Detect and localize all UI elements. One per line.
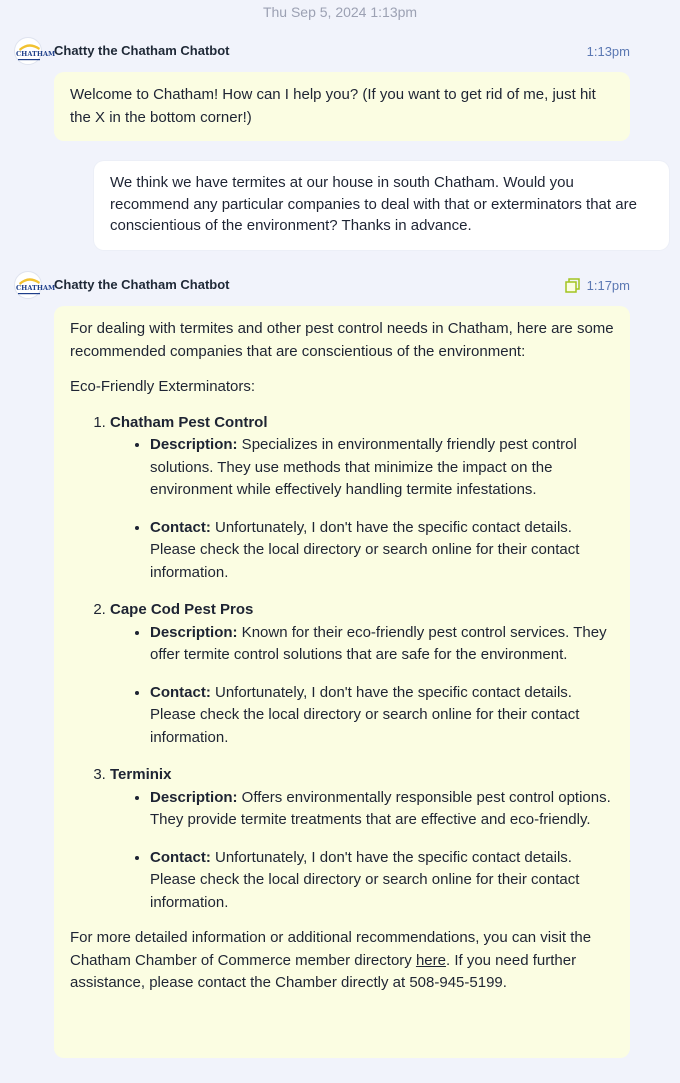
message-time: 1:17pm [586,278,630,293]
company-name: Cape Cod Pest Pros [110,601,254,618]
contact-label: Contact: [150,518,211,536]
bot-message-header [14,271,630,299]
date-stamp: Thu Sep 5, 2024 1:13pm [262,4,418,20]
bot-message-text: Welcome to Chatham! How can I help you? (If you want to get rid of me, just hit the X in the bottom corner!) [70,86,596,126]
outro-text: For more detailed information or additional recommendations, you can visit the Chatham Chamber of Commerce member directory [70,929,592,969]
description-text: Specializes in environmentally friendly pest control solutions. They use methods that minimize the impact on the environment while effectively handling termite infestations. [150,436,577,498]
list-item [110,599,614,749]
company-description [150,787,614,832]
company-contact [150,847,614,915]
description-text: Offers environmentally responsible pest control options. They provide termite treatments that are effective and eco-friendly. [150,788,611,828]
bot-message-intro: For dealing with termites and other pest control needs in Chatham, here are some recommended companies that are conscientious of the environment: [70,320,614,360]
contact-text: Unfortunately, I don't have the specific contact details. Please check the local directory or search online for their contact information. [150,518,580,581]
bot-avatar [14,37,56,65]
list-item [110,764,614,914]
company-contact [150,682,614,750]
contact-text: Unfortunately, I don't have the specific contact details. Please check the local directory or search online for their contact information. [150,683,580,746]
user-message-text: We think we have termites at our house in south Chatham. Would you recommend any particular companies to deal with that or exterminators that are conscientious of the environment? Thanks in advance. [110,174,637,234]
description-label: Description: [150,436,238,453]
company-name: Chatham Pest Control [110,413,268,431]
bot-avatar [14,271,56,299]
contact-label: Contact: [150,848,211,866]
company-details [110,434,614,584]
chatham-logo-icon [15,272,56,300]
company-name: Terminix [110,766,172,783]
message-time: 1:13pm [586,44,630,59]
bot-message-bubble [54,306,630,1058]
description-label: Description: [150,788,238,806]
outro-text-end: . If you need further assistance, please contact the Chamber directly at 508-945-5199. [70,951,577,991]
company-details [110,622,614,750]
chatham-logo-icon [15,38,56,66]
bot-name: Chatty the Chatham Chatbot [54,43,230,58]
description-label: Description: [150,623,238,641]
copy-icon[interactable] [565,278,580,293]
bot-message-header [14,37,630,65]
company-contact [150,517,614,585]
company-description [150,622,614,667]
bot-name: Chatty the Chatham Chatbot [54,277,230,292]
contact-label: Contact: [150,683,211,701]
description-text: Known for their eco-friendly pest control services. They offer termite control solutions that are safe for the environment. [150,623,607,663]
company-list [70,412,614,915]
section-title: Eco-Friendly Exterminators: [70,378,256,395]
user-message-bubble [94,161,669,250]
bot-message-outro [70,927,614,995]
list-item [110,412,614,585]
avatar-logo-text: CHATHAM [16,50,56,58]
company-description [150,434,614,502]
company-details [110,787,614,915]
avatar-logo-text: CHATHAM [16,284,56,292]
bot-message-bubble [54,72,630,141]
contact-text: Unfortunately, I don't have the specific contact details. Please check the local directory or search online for their contact information. [150,848,580,911]
directory-link[interactable]: here [415,951,446,969]
